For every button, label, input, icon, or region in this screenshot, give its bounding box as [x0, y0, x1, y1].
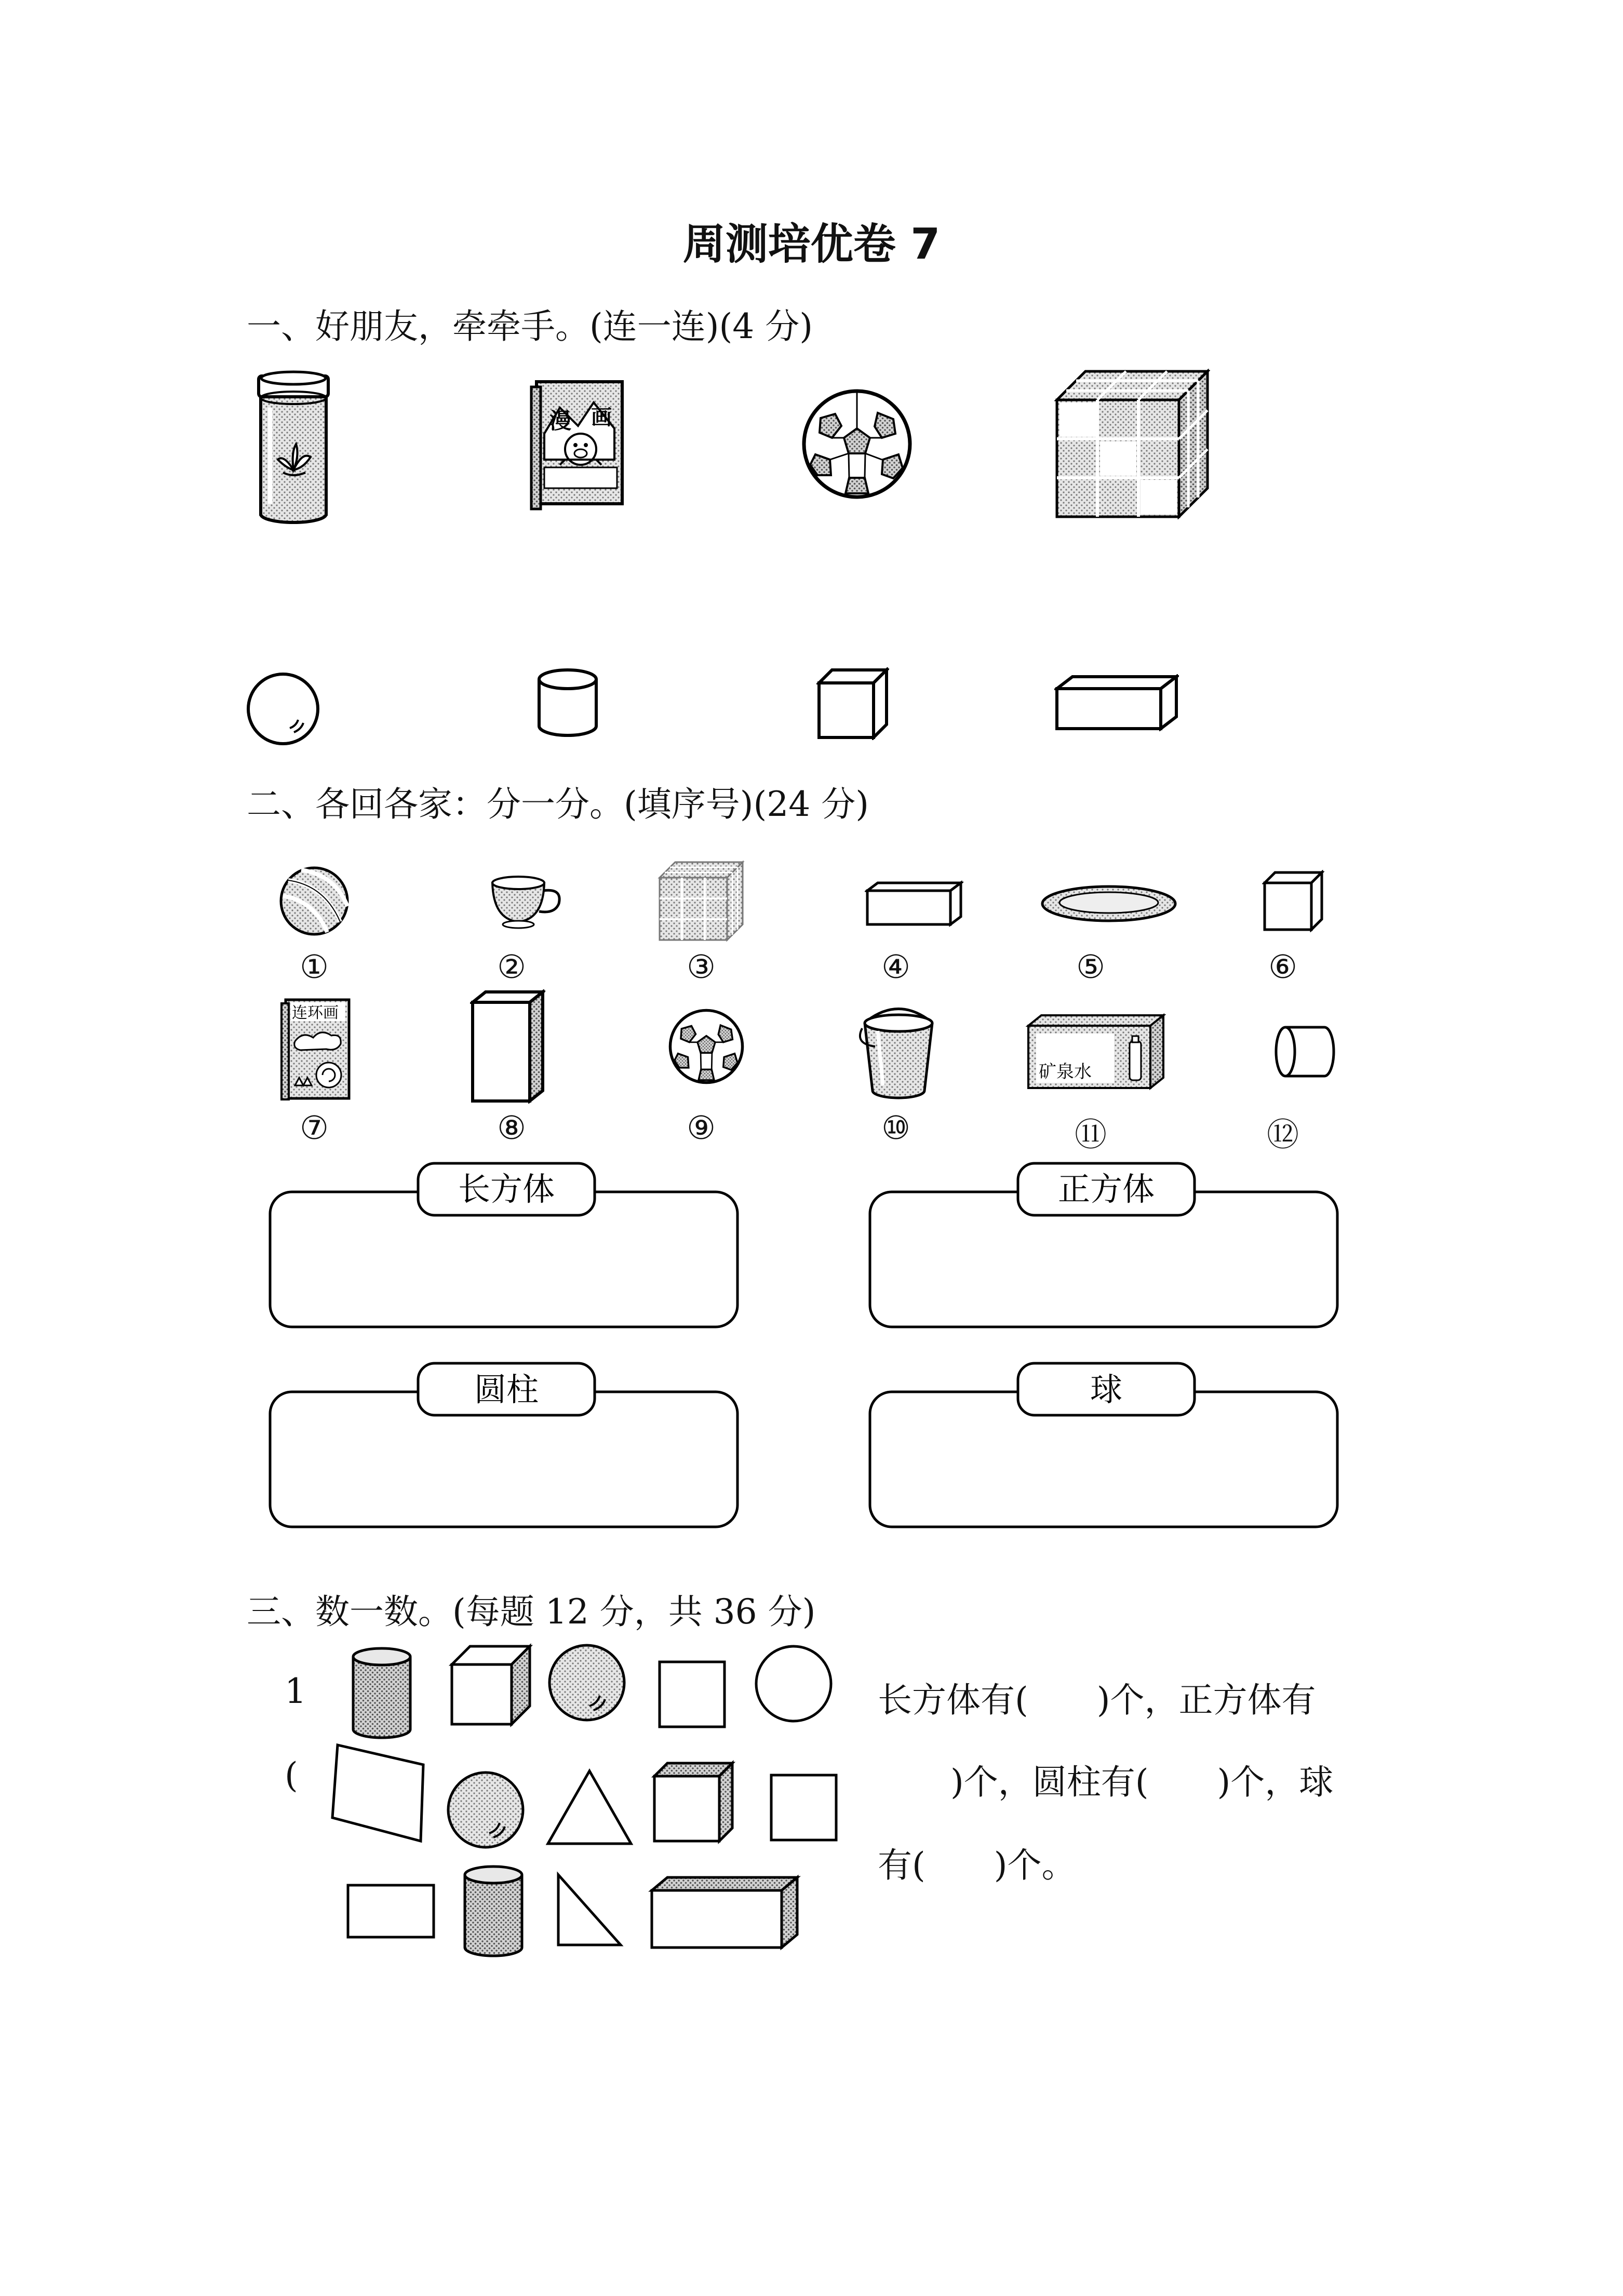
- soccer-ball-icon: [800, 387, 914, 501]
- item-number-7: ⑦: [300, 1109, 329, 1147]
- sphere-icon: [244, 670, 322, 748]
- sphere-shape: [448, 1773, 523, 1847]
- picture-book-icon: [279, 997, 352, 1101]
- comic-book-icon: [529, 377, 627, 512]
- box-cylinder[interactable]: [270, 1363, 737, 1527]
- tall-cuboid-icon: [470, 989, 545, 1104]
- cylinder-icon: [534, 665, 601, 743]
- cylinder-shape: [465, 1867, 522, 1956]
- section2-heading: 二、各回各家：分一分。(填序号)(24 分): [247, 784, 869, 824]
- box-label-sphere: 球: [1090, 1371, 1123, 1408]
- cylinder-shape: [353, 1648, 410, 1738]
- plate-icon: [1039, 883, 1179, 924]
- shapes-figure: [327, 1641, 852, 1963]
- cuboid-shape: [652, 1877, 797, 1948]
- item-number-9: ⑨: [687, 1109, 716, 1147]
- water-box-label: 矿泉水: [1039, 1062, 1092, 1082]
- box-sphere[interactable]: [870, 1363, 1337, 1527]
- box-label-cylinder: 圆柱: [474, 1371, 539, 1408]
- item-number-1: ①: [300, 948, 329, 986]
- comic-text-1: 漫: [549, 408, 572, 434]
- sphere-shape: [549, 1645, 624, 1720]
- right-triangle-shape: [558, 1875, 621, 1945]
- page-title: 周测培优卷 7: [682, 220, 941, 269]
- box-cube[interactable]: [870, 1163, 1337, 1327]
- section1-heading: 一、好朋友，牵牵手。(连一连)(4 分): [247, 306, 813, 346]
- item-number-3: ③: [687, 948, 716, 986]
- comic-text-2: 画: [591, 406, 612, 429]
- item-number-5: ⑤: [1076, 948, 1105, 986]
- small-soccer-ball-icon: [667, 1008, 745, 1085]
- answer-boxes: [267, 1156, 1348, 1535]
- tea-canister-icon: [254, 369, 332, 525]
- cube-icon: [816, 667, 889, 740]
- water-box-icon: [1026, 1013, 1166, 1091]
- item-number-2: ②: [497, 948, 526, 986]
- section3-heading: 三、数一数。(每题 12 分，共 36 分): [247, 1592, 816, 1632]
- small-cube-icon: [1262, 870, 1324, 932]
- rectangle-shape: [348, 1885, 434, 1937]
- question-paren: (: [285, 1755, 298, 1795]
- teacup-icon: [487, 872, 565, 930]
- striped-ball-icon: [278, 865, 351, 937]
- box-label-cube: 正方体: [1057, 1170, 1155, 1208]
- cuboid-icon: [1054, 674, 1179, 731]
- small-rubiks-cube-icon: [657, 860, 745, 943]
- item-number-12: ⑫: [1266, 1116, 1299, 1153]
- item-number-10: ⑩: [881, 1109, 910, 1147]
- box-cuboid[interactable]: [270, 1163, 737, 1327]
- item-number-4: ④: [881, 948, 910, 986]
- square-shape: [771, 1775, 836, 1840]
- lying-cylinder-icon: [1272, 1023, 1340, 1080]
- rubiks-cube-icon: [1054, 369, 1210, 519]
- square-shape: [660, 1662, 725, 1727]
- small-cuboid-icon: [865, 880, 963, 927]
- parallelogram-shape: [332, 1745, 423, 1841]
- box-label-cuboid: 长方体: [458, 1170, 555, 1208]
- triangle-shape: [548, 1771, 631, 1844]
- book-label: 连环画: [292, 1004, 339, 1022]
- cube-shape: [654, 1763, 732, 1841]
- question-line-1: 长方体有( )个，正方体有: [878, 1680, 1316, 1720]
- item-number-8: ⑧: [497, 1109, 526, 1147]
- question-index: 1: [285, 1671, 306, 1711]
- question-line-2: )个，圆柱有( )个，球: [950, 1762, 1334, 1802]
- question-line-3: 有( )个。: [878, 1845, 1076, 1885]
- cube-shape: [452, 1646, 530, 1724]
- item-number-11: ⑪: [1074, 1116, 1107, 1153]
- bucket-icon: [854, 1002, 943, 1101]
- item-number-6: ⑥: [1268, 948, 1297, 986]
- circle-shape: [756, 1646, 831, 1721]
